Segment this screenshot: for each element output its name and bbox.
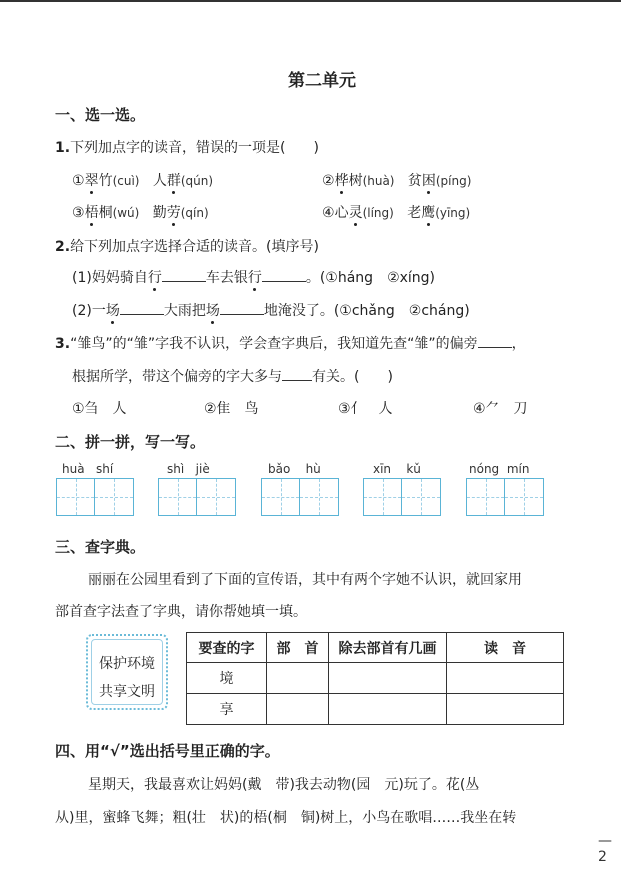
pinyin-label: nóng mín xyxy=(469,462,530,476)
answer-cell[interactable] xyxy=(267,694,329,725)
q2-text: 给下列加点字选择合适的读音。(填序号) xyxy=(70,239,319,255)
answer-blank[interactable] xyxy=(282,367,312,381)
writing-grid[interactable] xyxy=(363,478,441,516)
q1-option-b: ②桦树(huà) 贫困(píng) xyxy=(322,173,472,189)
writing-grid[interactable] xyxy=(56,478,134,516)
dotted-char: 梧 xyxy=(84,205,99,221)
answer-blank[interactable] xyxy=(120,301,164,315)
q3-number: 3. xyxy=(55,336,71,352)
pinyin-label: bǎo hù xyxy=(268,462,321,476)
answer-cell[interactable] xyxy=(447,694,564,725)
q1-option-d: ④心灵(líng) 老鹰(yīng) xyxy=(322,205,471,221)
dotted-char: 翠 xyxy=(84,173,99,189)
answer-blank[interactable] xyxy=(262,268,306,282)
answer-blank[interactable] xyxy=(162,268,206,282)
page-title: 第二单元 xyxy=(288,71,356,91)
q2-line-2: (2)一场 大雨把场 地淹没了。(①chǎng ②cháng) xyxy=(72,303,470,319)
q3-line-1: 3.“雏鸟”的“雏”字我不认识，学会查字典后，我知道先查“雏”的偏旁 ， xyxy=(55,336,526,352)
q3-option-3: ③亻 人 xyxy=(338,401,393,417)
page-number: — 2 xyxy=(598,833,612,865)
q2-line-1: (1)妈妈骑自行 车去银行 。(①háng ②xíng) xyxy=(72,270,436,286)
dotted-char: 行 xyxy=(247,270,262,286)
dotted-char: 场 xyxy=(205,303,220,319)
table-header: 部 首 xyxy=(267,633,329,663)
slogan-line-2: 共享文明 xyxy=(99,684,155,700)
table-row xyxy=(187,694,564,725)
table-header: 要查的字 xyxy=(187,633,267,663)
table-row xyxy=(187,663,564,694)
answer-cell[interactable] xyxy=(329,694,447,725)
q1-stem xyxy=(55,137,319,157)
section-4-para-2: 从)里，蜜蜂飞舞；粗(壮 状)的梧(桐 铜)树上，小鸟在歌唱……我坐在转 xyxy=(55,810,517,826)
q2-number: 2. xyxy=(55,239,71,255)
dictionary-table xyxy=(186,632,564,725)
answer-cell[interactable] xyxy=(447,663,564,694)
q1-number: 1. xyxy=(55,140,71,156)
section-3-heading: 三、查字典。 xyxy=(55,538,146,556)
lookup-char: 境 xyxy=(187,663,267,694)
slogan-sign xyxy=(86,634,168,710)
writing-grid[interactable] xyxy=(158,478,236,516)
q1-option-a: ①翠竹(cuì) 人群(qún) xyxy=(72,173,214,189)
writing-grid[interactable] xyxy=(466,478,544,516)
dotted-char: 困 xyxy=(421,173,436,189)
section-4-para-1: 星期天，我最喜欢让妈妈(戴 带)我去动物(园 元)玩了。花(丛 xyxy=(88,777,480,793)
pinyin-label: shì jiè xyxy=(167,462,210,476)
answer-cell[interactable] xyxy=(329,663,447,694)
writing-grid[interactable] xyxy=(261,478,339,516)
dotted-char: 鹰 xyxy=(421,205,436,221)
slogan-line-1: 保护环境 xyxy=(99,656,155,672)
q1-text: 下列加点字的读音，错误的一项是( ) xyxy=(70,140,319,156)
q1-option-c: ③梧桐(wú) 勤劳(qín) xyxy=(72,205,209,221)
dotted-char: 行 xyxy=(147,270,162,286)
section-4-heading: 四、用“√”选出括号里正确的字。 xyxy=(55,742,280,760)
dotted-char: 灵 xyxy=(348,205,363,221)
q2-stem xyxy=(55,236,319,256)
q3-option-4: ④⺈ 刀 xyxy=(473,401,528,417)
table-header: 除去部首有几画 xyxy=(329,633,447,663)
answer-blank[interactable] xyxy=(220,301,264,315)
q3-option-2: ②隹 鸟 xyxy=(204,401,259,417)
section-1-heading: 一、选一选。 xyxy=(55,106,146,124)
q3-line-2: 根据所学，带这个偏旁的字大多与 有关。( ) xyxy=(72,369,393,385)
dotted-char: 群 xyxy=(166,173,181,189)
q3-option-1: ①刍 人 xyxy=(72,401,127,417)
dotted-char: 场 xyxy=(105,303,120,319)
section-3-para-1: 丽丽在公园里看到了下面的宣传语，其中有两个字她不认识，就回家用 xyxy=(88,572,522,588)
section-3-para-2: 部首查字法查了字典，请你帮她填一填。 xyxy=(55,604,307,620)
table-header: 读 音 xyxy=(447,633,564,663)
pinyin-label: xīn kǔ xyxy=(373,462,421,476)
dotted-char: 劳 xyxy=(166,205,181,221)
answer-cell[interactable] xyxy=(267,663,329,694)
lookup-char: 享 xyxy=(187,694,267,725)
section-2-heading: 二、拼一拼，写一写。 xyxy=(55,433,206,451)
top-rule xyxy=(0,0,621,2)
dotted-char: 桦 xyxy=(334,173,349,189)
pinyin-label: huà shí xyxy=(62,462,114,476)
answer-blank[interactable] xyxy=(478,334,512,348)
